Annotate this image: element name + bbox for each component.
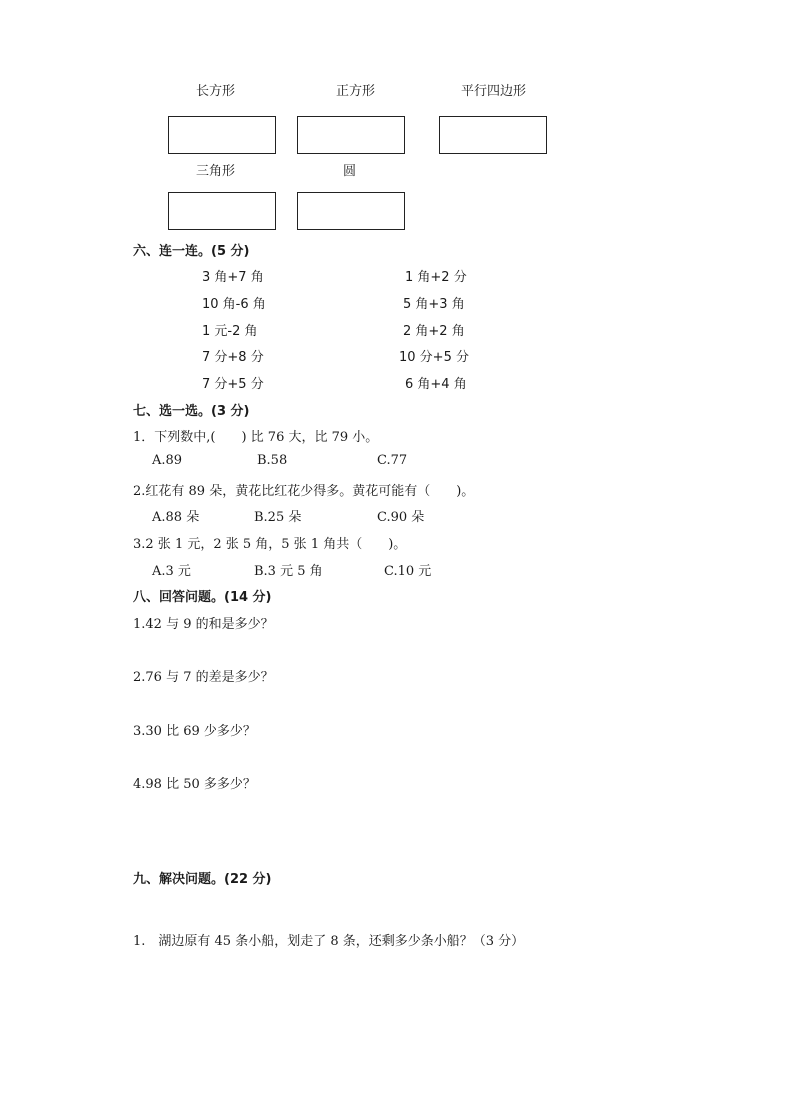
match-right-1[interactable]: 1 角+2 分 [405,270,467,285]
shape-label-triangle: 三角形 [196,164,236,179]
answer-box-square[interactable] [297,116,405,154]
question-7-2: 2.红花有 89 朵，黄花比红花少得多。黄花可能有（ )。 [133,484,475,499]
shape-label-parallelogram: 平行四边形 [461,84,527,99]
shape-label-square: 正方形 [336,84,376,99]
question-8-4: 4.98 比 50 多多少？ [133,777,256,792]
option-7-2-b[interactable]: B.25 朵 [254,510,302,525]
answer-box-parallelogram[interactable] [439,116,547,154]
option-7-2-c[interactable]: C.90 朵 [377,510,425,525]
match-left-5[interactable]: 7 分+5 分 [202,377,264,392]
option-7-1-c[interactable]: C.77 [377,453,408,468]
match-right-3[interactable]: 2 角+2 角 [403,324,465,339]
option-7-3-c[interactable]: C.10 元 [384,564,432,579]
shape-label-circle: 圆 [343,164,357,179]
match-left-2[interactable]: 10 角-6 角 [202,297,266,312]
answer-box-triangle[interactable] [168,192,276,230]
question-7-1: 1．下列数中,( ) 比 76 大，比 79 小。 [133,430,379,445]
match-right-2[interactable]: 5 角+3 角 [403,297,465,312]
section-9-title: 九、解决问题。(22 分) [133,872,272,887]
question-9-1: 1. 湖边原有 45 条小船，划走了 8 条，还剩多少条小船？（3 分） [133,934,525,949]
option-7-1-a[interactable]: A.89 [152,453,183,468]
section-6-title: 六、连一连。(5 分) [133,244,250,259]
answer-box-circle[interactable] [297,192,405,230]
question-8-2: 2.76 与 7 的差是多少？ [133,670,274,685]
option-7-2-a[interactable]: A.88 朵 [152,510,200,525]
option-7-1-b[interactable]: B.58 [257,453,288,468]
question-8-1: 1.42 与 9 的和是多少？ [133,617,274,632]
section-8-title: 八、回答问题。(14 分) [133,590,272,605]
section-7-title: 七、选一选。(3 分) [133,404,250,419]
match-left-4[interactable]: 7 分+8 分 [202,350,264,365]
question-8-3: 3.30 比 69 少多少？ [133,724,256,739]
match-right-5[interactable]: 6 角+4 角 [405,377,467,392]
option-7-3-a[interactable]: A.3 元 [152,564,191,579]
question-7-3: 3.2 张 1 元，2 张 5 角，5 张 1 角共（ )。 [133,537,407,552]
match-right-4[interactable]: 10 分+5 分 [399,350,469,365]
match-left-3[interactable]: 1 元-2 角 [202,324,258,339]
answer-box-rectangle[interactable] [168,116,276,154]
match-left-1[interactable]: 3 角+7 角 [202,270,264,285]
option-7-3-b[interactable]: B.3 元 5 角 [254,564,323,579]
shape-label-rectangle: 长方形 [196,84,236,99]
